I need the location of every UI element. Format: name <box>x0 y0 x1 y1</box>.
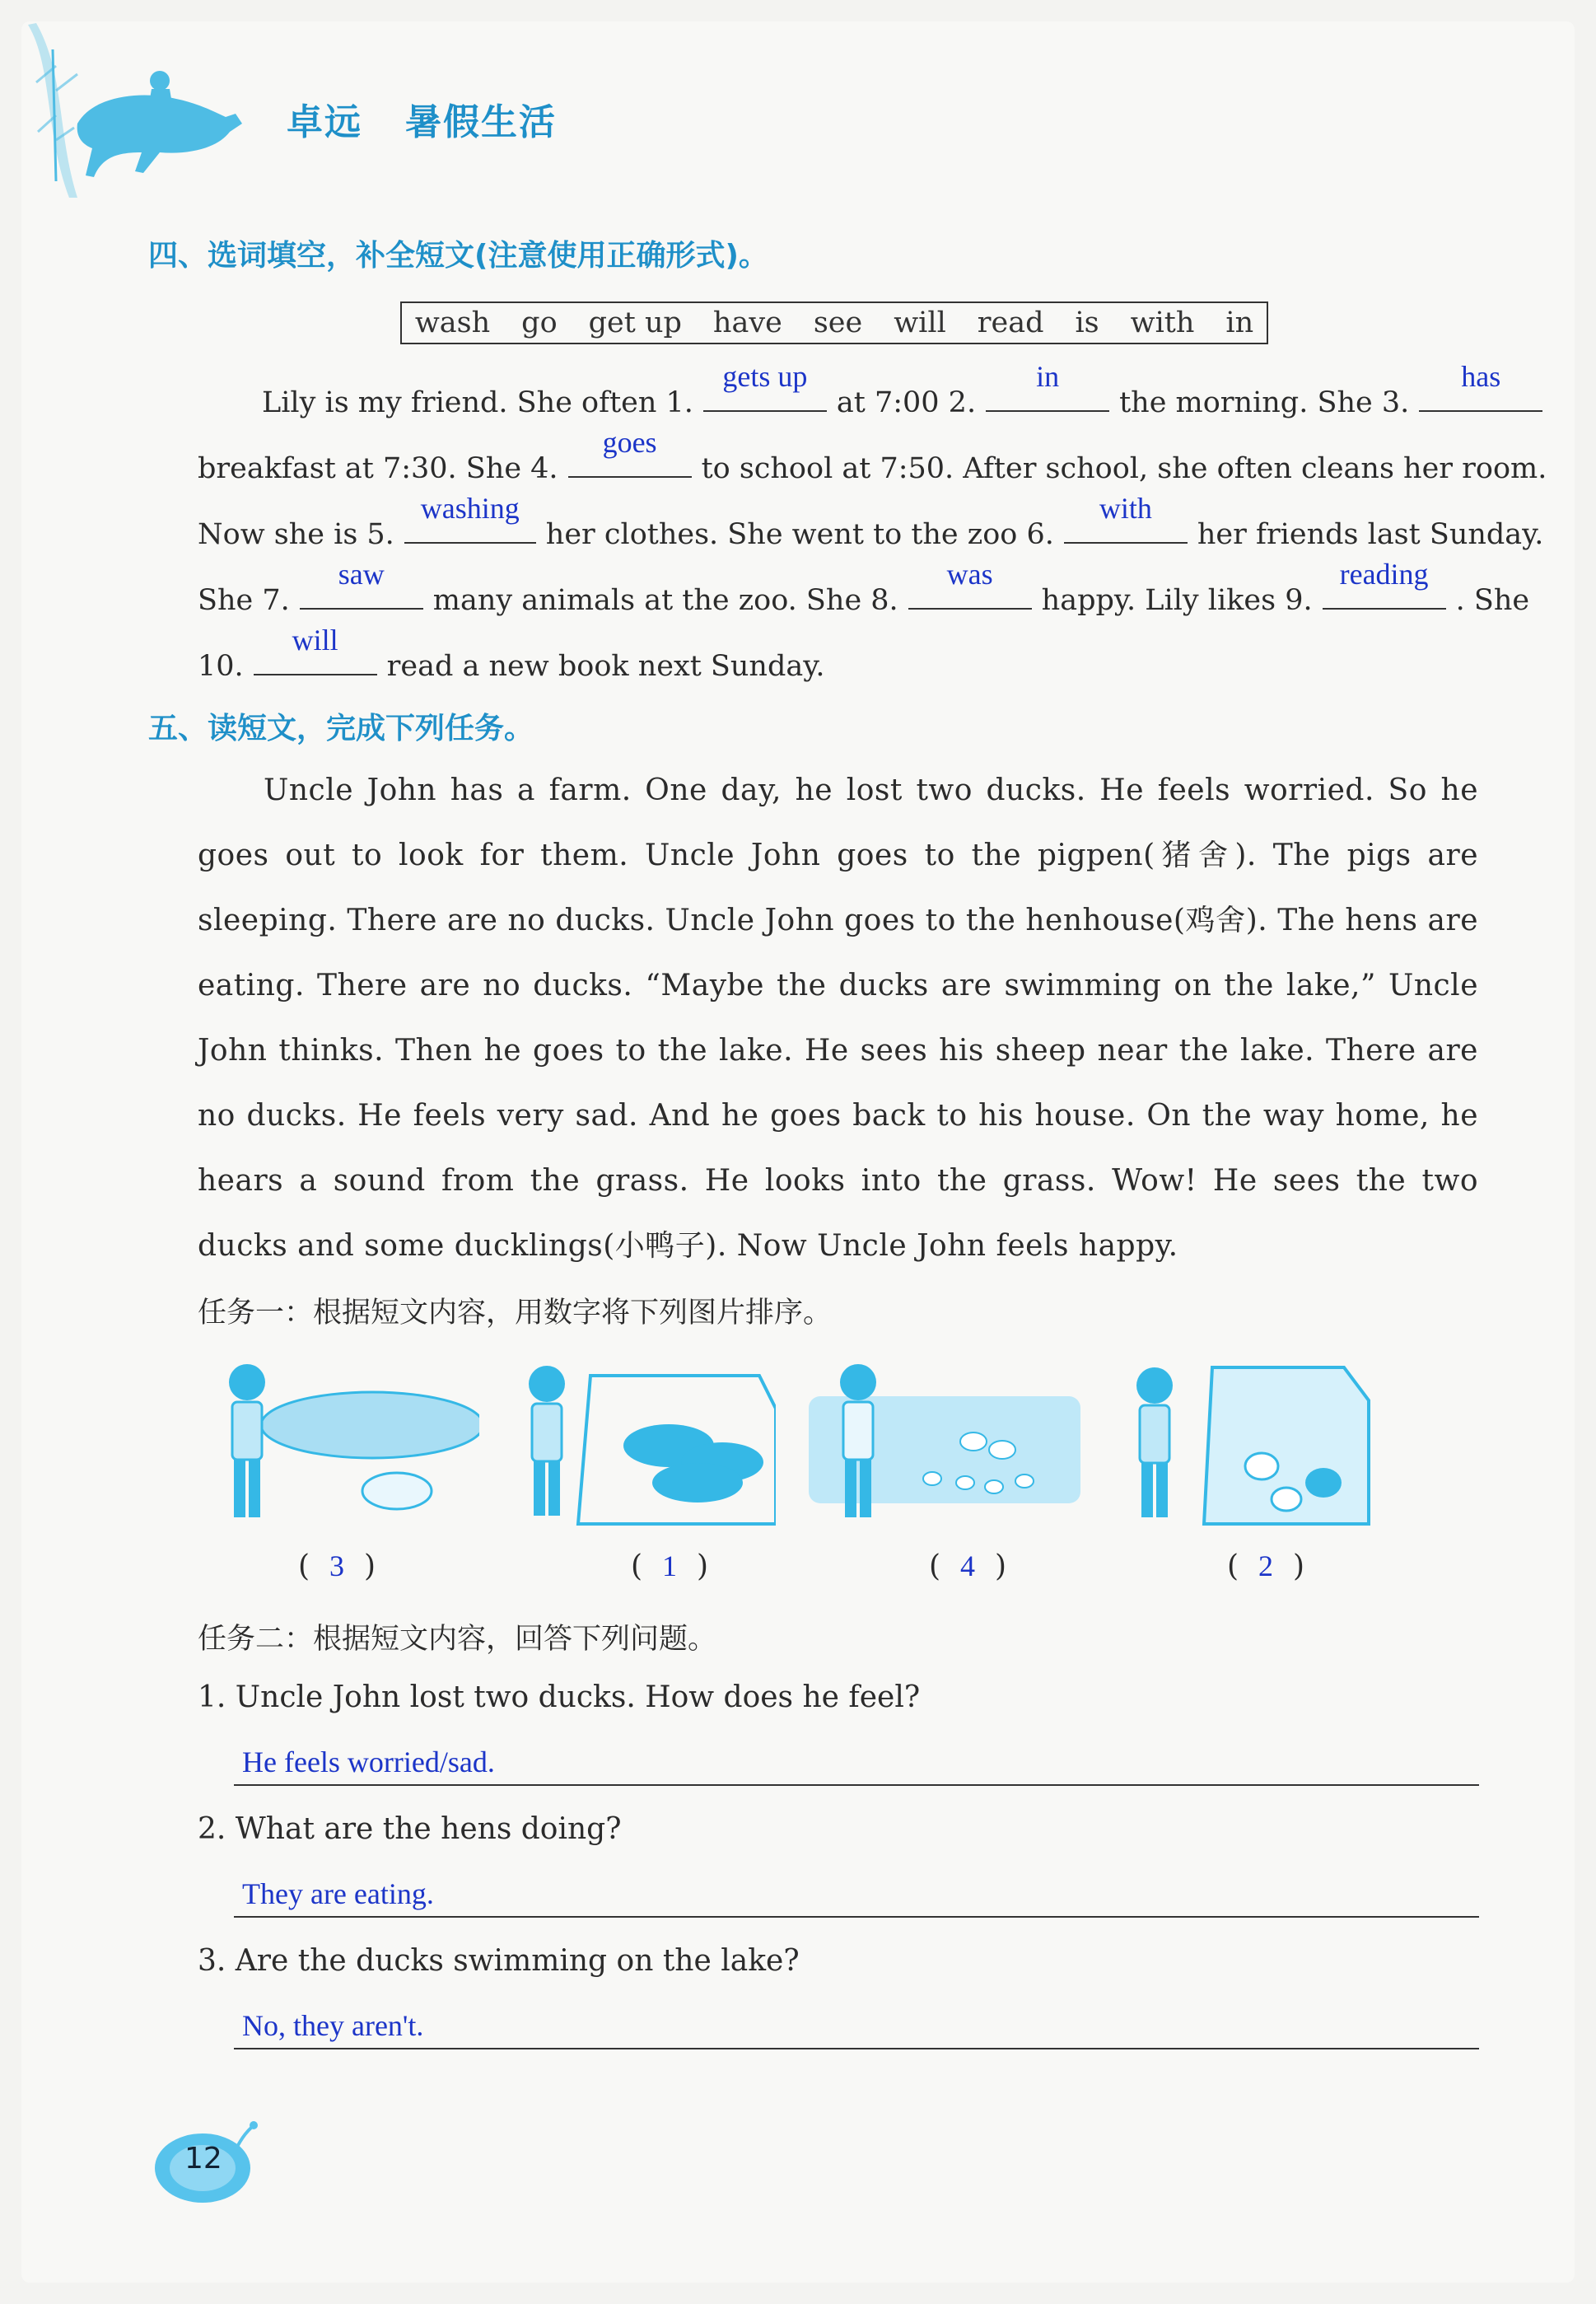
cloze-text: . She <box>1455 584 1530 617</box>
lake-sheep-picture <box>208 1359 479 1532</box>
order-answer-1: 3 <box>329 1549 345 1582</box>
cloze-text: her clothes. She went to the zoo 6. <box>545 518 1054 551</box>
word-bank-item: read <box>977 306 1044 339</box>
task2-title: 任务二：根据短文内容，回答下列问题。 <box>198 1623 717 1656</box>
word-bank-item: is <box>1075 306 1099 339</box>
paren: ) <box>995 1549 1007 1583</box>
blank-5[interactable] <box>404 492 536 544</box>
answer-10: will <box>292 624 338 657</box>
word-bank-item: have <box>712 306 782 339</box>
blank-9[interactable] <box>1323 558 1446 610</box>
cloze-line-4 <box>198 558 1530 630</box>
word-bank-item: get up <box>588 306 682 339</box>
answer-9: reading <box>1339 558 1429 591</box>
cloze-text: many animals at the zoo. She 8. <box>432 584 898 617</box>
cloze-line-3 <box>198 492 1544 564</box>
cloze-text: happy. Lily likes 9. <box>1041 584 1313 617</box>
buffalo-rider-illustration <box>20 16 275 206</box>
answer-text-3: No, they aren't. <box>242 2009 424 2042</box>
answer-2: in <box>1036 360 1060 393</box>
paren: ( <box>929 1549 941 1583</box>
paren: ( <box>1227 1549 1239 1583</box>
order-slot-1[interactable] <box>298 1549 376 1583</box>
answer-7: saw <box>338 558 385 591</box>
answer-line-3[interactable] <box>234 1997 1479 2049</box>
header-title <box>287 92 557 145</box>
task1-title: 任务一：根据短文内容，用数字将下列图片排序。 <box>198 1297 833 1330</box>
order-answer-3: 4 <box>960 1549 976 1582</box>
cloze-text: the morning. She 3. <box>1119 386 1410 419</box>
cloze-text: to school at 7:50. After school, she often cleans her room. <box>701 452 1547 485</box>
cloze-text: 10. <box>198 650 244 683</box>
cloze-line-1 <box>262 360 1552 432</box>
cloze-text: Now she is 5. <box>198 518 394 551</box>
order-slot-4[interactable] <box>1227 1549 1304 1583</box>
word-bank-item: go <box>521 306 558 339</box>
question-3: 3. Are the ducks swimming on the lake? <box>198 1944 800 1978</box>
book-name: 暑假生活 <box>405 101 557 143</box>
blank-10[interactable] <box>254 624 377 675</box>
answer-4: goes <box>602 426 657 459</box>
blank-6[interactable] <box>1064 492 1188 544</box>
paren: ) <box>697 1549 709 1583</box>
order-answer-4: 2 <box>1258 1549 1274 1582</box>
cloze-line-5 <box>198 624 825 696</box>
word-bank-item: will <box>894 306 946 339</box>
answer-8: was <box>946 558 993 591</box>
henhouse-picture <box>1122 1359 1377 1532</box>
question-1: 1. Uncle John lost two ducks. How does he feel? <box>198 1680 921 1714</box>
order-slot-2[interactable] <box>631 1549 708 1583</box>
paren: ( <box>298 1549 310 1583</box>
answer-5: washing <box>420 492 520 525</box>
word-bank-item: in <box>1225 306 1254 339</box>
answer-3: has <box>1461 360 1501 393</box>
passage-text: Uncle John has a farm. One day, he lost two ducks. He feels worried. So he goes out to look for them. Uncle John goes to the pigpen(猪舍). The pigs are sleeping. There are no ducks. Uncle John goes to the henhouse(鸡舍). The hens are eating. There are no ducks. “Maybe the ducks are swimming on the lake,” Uncle John thinks. Then he goes to the lake. He sees his sheep near the lake. There are no ducks. He feels very sad. And he goes back to his house. On the way home, he hears a sound from the grass. He looks into the grass. Wow! He sees the two ducks and some ducklings(小鸭子). Now Uncle John feels happy. <box>198 773 1478 1263</box>
blank-8[interactable] <box>908 558 1032 610</box>
section5-title: 五、读短文，完成下列任务。 <box>148 712 534 745</box>
paren: ) <box>1293 1549 1305 1583</box>
paren: ( <box>631 1549 643 1583</box>
question-2: 2. What are the hens doing? <box>198 1812 622 1846</box>
answer-1: gets up <box>722 360 808 393</box>
series-name: 卓远 <box>287 101 362 143</box>
word-bank-item: with <box>1130 306 1195 339</box>
order-slot-3[interactable] <box>929 1549 1006 1583</box>
word-bank <box>400 301 1268 344</box>
cloze-text: Lily is my friend. She often 1. <box>262 386 693 419</box>
page-number: 12 <box>184 2142 222 2175</box>
section4-title: 四、选词填空，补全短文(注意使用正确形式)。 <box>148 239 768 273</box>
blank-3[interactable] <box>1419 360 1542 412</box>
blank-1[interactable] <box>703 360 827 412</box>
cloze-text: She 7. <box>198 584 290 617</box>
reading-passage <box>198 758 1478 1278</box>
order-answer-2: 1 <box>662 1549 678 1582</box>
answer-line-2[interactable] <box>234 1865 1479 1918</box>
cloze-text: her friends last Sunday. <box>1197 518 1544 551</box>
blank-2[interactable] <box>986 360 1109 412</box>
word-bank-item: wash <box>414 306 491 339</box>
pigpen-picture <box>512 1359 776 1532</box>
cloze-line-2 <box>198 426 1547 498</box>
cloze-text: at 7:00 2. <box>836 386 977 419</box>
word-bank-item: see <box>813 306 863 339</box>
answer-6: with <box>1099 492 1152 525</box>
ducks-grass-picture <box>809 1359 1080 1532</box>
cloze-text: breakfast at 7:30. She 4. <box>198 452 558 485</box>
cloze-text: read a new book next Sunday. <box>386 650 825 683</box>
answer-text-1: He feels worried/sad. <box>242 1746 495 1778</box>
answer-line-1[interactable] <box>234 1733 1479 1786</box>
blank-7[interactable] <box>300 558 423 610</box>
paren: ) <box>364 1549 376 1583</box>
blank-4[interactable] <box>568 426 692 478</box>
answer-text-2: They are eating. <box>242 1877 434 1910</box>
